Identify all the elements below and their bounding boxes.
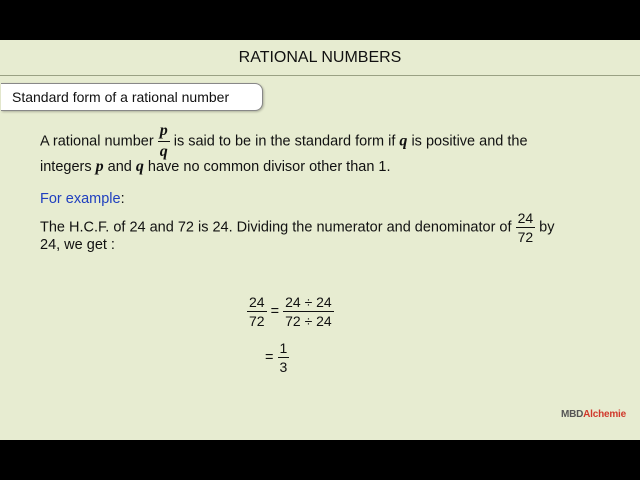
equation-row-1: $\frac{24}{72}$ = $\frac{24 \div 24}{72 \div 24}$ <box>249 294 332 329</box>
definition-line-2: integers p and q have no common divisor other than 1. <box>40 158 391 175</box>
fraction-lhs: $\frac{24}{72}$ <box>249 294 265 329</box>
example-line-2: 24, we get : <box>40 237 115 253</box>
subtitle-box <box>1 83 263 111</box>
definition-line-1: A rational number $\frac{p}{q}$ is said to be in the standard form if q is positive and the <box>40 122 528 160</box>
example-line-1: The H.C.F. of 24 and 72 is 24. Dividing the numerator and denominator of $\frac{24}{72}$ by <box>40 210 555 245</box>
title-text: RATIONAL NUMBERS <box>238 48 402 66</box>
slide <box>0 40 640 440</box>
fraction-p-over-q: $\frac{p}{q}$ <box>159 122 168 160</box>
mbd-alchemie-logo: MBDAlchemie <box>560 409 626 420</box>
example-label: For example: <box>40 191 125 207</box>
fraction-result: $\frac{1}{3}$ <box>279 340 288 375</box>
fraction-division: $\frac{24 \div 24}{72 \div 24}$ <box>285 294 332 329</box>
slide-title <box>0 40 640 76</box>
fraction-24-over-72: $\frac{24}{72}$ <box>517 210 534 245</box>
equation-row-2: = $\frac{1}{3}$ <box>265 340 288 375</box>
subtitle-text: Standard form of a rational number <box>12 89 230 105</box>
